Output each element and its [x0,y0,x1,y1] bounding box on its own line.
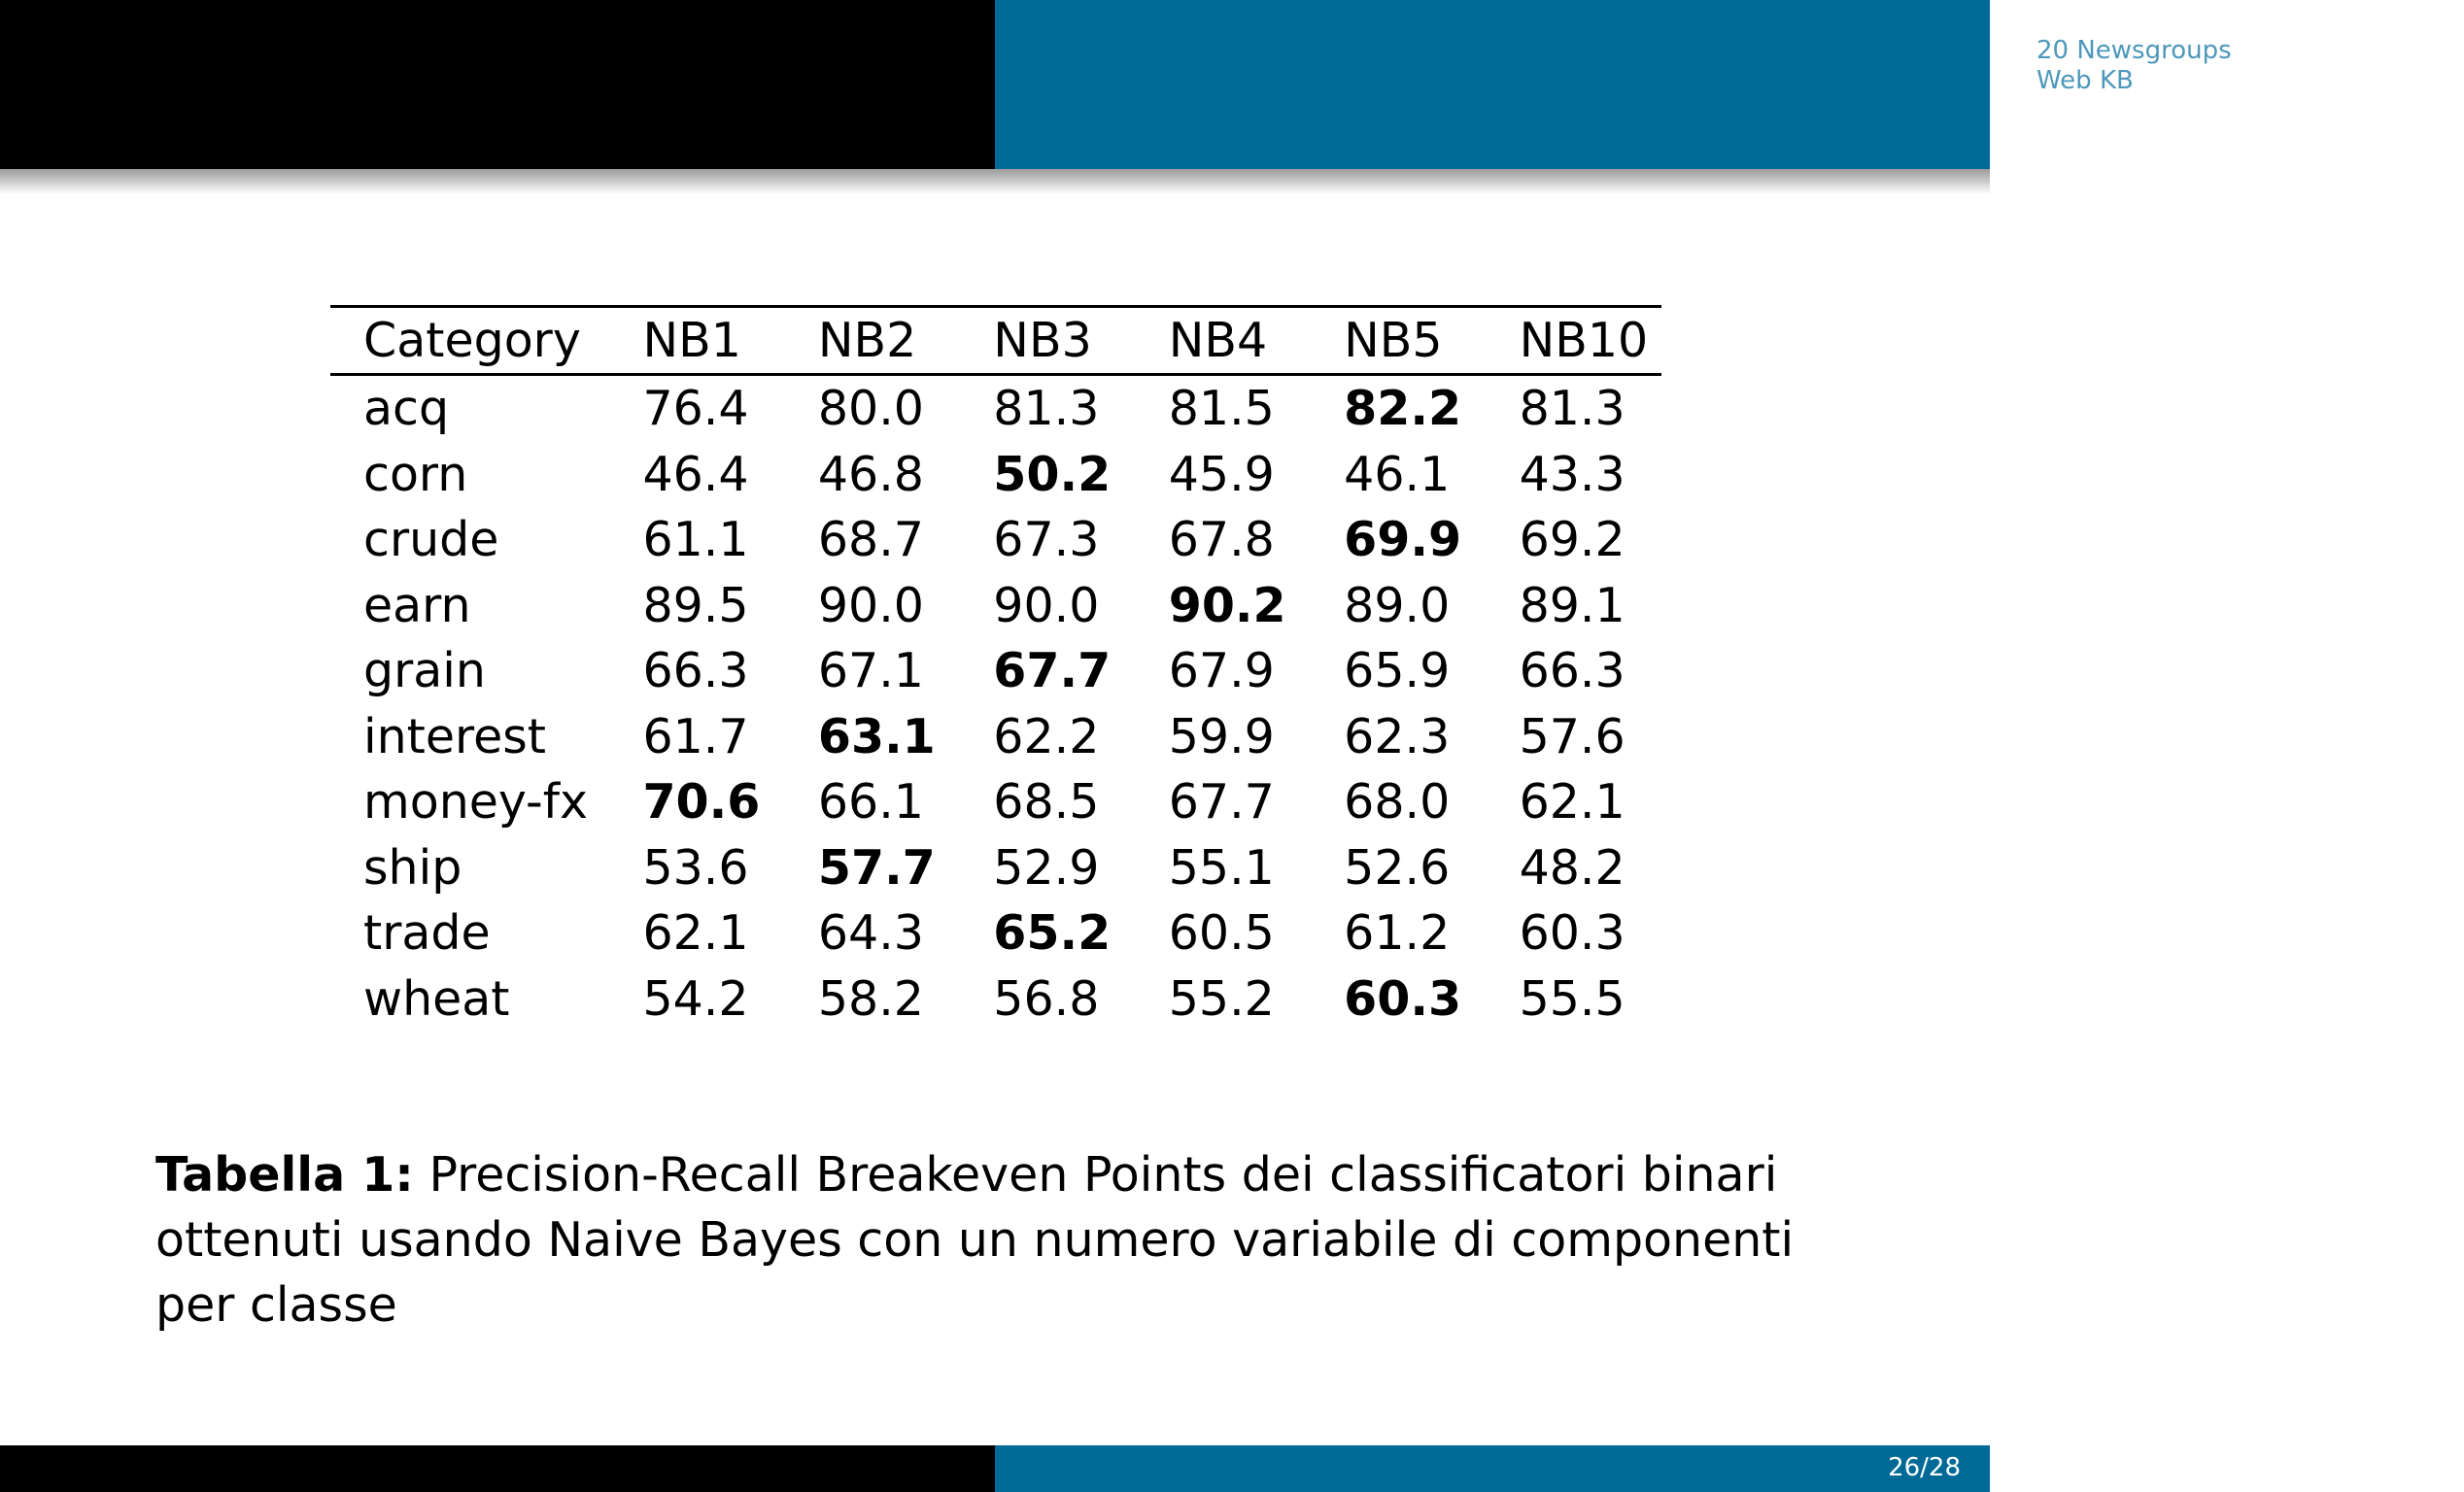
value-cell: 61.7 [642,708,749,764]
value-cell: 60.3 [1519,905,1626,962]
best-value-cell: 50.2 [993,446,1112,502]
column-header: NB4 [1168,313,1268,368]
value-cell: 61.1 [642,512,749,568]
section-nav-panel [0,0,995,169]
category-cell: money-fx [363,774,588,831]
table-row [330,507,1661,573]
value-cell: 55.1 [1168,839,1275,896]
best-value-cell: 65.2 [993,905,1112,962]
best-value-cell: 69.9 [1344,512,1462,568]
value-cell: 62.1 [1519,774,1626,831]
category-cell: grain [363,643,486,699]
best-value-cell: 90.2 [1168,577,1286,633]
subsection-link-20-newsgroups[interactable]: 20 Newsgroups [2036,36,2232,65]
table-row [330,704,1661,770]
category-cell: earn [363,577,471,633]
table-row [330,966,1661,1033]
category-cell: interest [363,708,546,764]
category-cell: crude [363,512,499,568]
value-cell: 56.8 [993,970,1100,1027]
best-value-cell: 57.7 [817,839,936,896]
subsection-link-web-kb[interactable]: Web KB [2036,65,2134,95]
value-cell: 89.1 [1519,577,1626,633]
value-cell: 66.1 [817,774,924,831]
footer-left-panel [0,1445,995,1492]
value-cell: 67.1 [817,643,924,699]
value-cell: 46.1 [1344,446,1451,502]
subsection-link-reuters[interactable]: Reuters [2036,95,2134,124]
table-caption [155,1142,1846,1338]
value-cell: 90.0 [817,577,924,633]
value-cell: 89.5 [642,577,749,633]
value-cell: 52.6 [1344,839,1451,896]
value-cell: 62.2 [993,708,1100,764]
value-cell: 81.3 [993,381,1100,437]
value-cell: 67.8 [1168,512,1275,568]
column-header: NB5 [1344,313,1443,368]
value-cell: 65.9 [1344,643,1451,699]
value-cell: 69.2 [1519,512,1626,568]
table-row [330,573,1661,639]
results-table-container [330,305,1661,1032]
value-cell: 76.4 [642,381,749,437]
value-cell: 68.0 [1344,774,1451,831]
value-cell: 61.2 [1344,905,1451,962]
value-cell: 66.3 [1519,643,1626,699]
value-cell: 45.9 [1168,446,1275,502]
table-row [330,835,1661,901]
best-value-cell: 63.1 [817,708,936,764]
category-cell: acq [363,381,450,437]
value-cell: 67.7 [1168,774,1275,831]
best-value-cell: 82.2 [1344,381,1462,437]
value-cell: 46.8 [817,446,924,502]
header-shadow [0,169,1990,194]
column-header: NB10 [1519,313,1649,368]
value-cell: 80.0 [817,381,924,437]
column-header: Category [363,313,581,368]
value-cell: 68.7 [817,512,924,568]
value-cell: 57.6 [1519,708,1626,764]
table-row [330,638,1661,704]
category-cell: wheat [363,970,510,1027]
value-cell: 68.5 [993,774,1100,831]
caption-text: Precision-Recall Breakeven Points dei classificatori binari ottenuti usando Naive Bayes con un numero variabile di componenti per classe [155,1147,1795,1333]
value-cell: 55.2 [1168,970,1275,1027]
table-row [330,900,1661,966]
value-cell: 43.3 [1519,446,1626,502]
value-cell: 62.1 [642,905,749,962]
value-cell: 53.6 [642,839,749,896]
column-header: NB1 [642,313,741,368]
value-cell: 67.3 [993,512,1100,568]
table-header-row [330,307,1661,375]
value-cell: 90.0 [993,577,1100,633]
best-value-cell: 70.6 [642,774,761,831]
value-cell: 46.4 [642,446,749,502]
value-cell: 48.2 [1519,839,1626,896]
subsection-nav-panel [995,0,2232,169]
slide-footer [0,1445,2464,1492]
category-cell: ship [363,839,462,896]
table-row [330,375,1661,442]
value-cell: 66.3 [642,643,749,699]
value-cell: 60.5 [1168,905,1275,962]
value-cell: 81.5 [1168,381,1275,437]
table-row [330,442,1661,508]
subsection-nav [2036,36,2232,125]
value-cell: 62.3 [1344,708,1451,764]
best-value-cell: 67.7 [993,643,1112,699]
table-body [330,375,1661,1033]
slide-header [0,0,2232,169]
footer-right-panel [995,1445,2464,1492]
value-cell: 89.0 [1344,577,1451,633]
page-number: 26/28 [1888,1453,1961,1482]
value-cell: 67.9 [1168,643,1275,699]
value-cell: 81.3 [1519,381,1626,437]
caption-label: Tabella 1: [155,1147,414,1203]
column-header: NB2 [817,313,917,368]
value-cell: 64.3 [817,905,924,962]
value-cell: 52.9 [993,839,1100,896]
table-row [330,769,1661,835]
category-cell: corn [363,446,468,502]
value-cell: 54.2 [642,970,749,1027]
column-header: NB3 [993,313,1092,368]
value-cell: 58.2 [817,970,924,1027]
results-table [330,305,1661,1032]
value-cell: 59.9 [1168,708,1275,764]
category-cell: trade [363,905,491,962]
value-cell: 55.5 [1519,970,1626,1027]
footer-title: EM per la classificazione del testo [2036,1453,2464,1482]
best-value-cell: 60.3 [1344,970,1462,1027]
